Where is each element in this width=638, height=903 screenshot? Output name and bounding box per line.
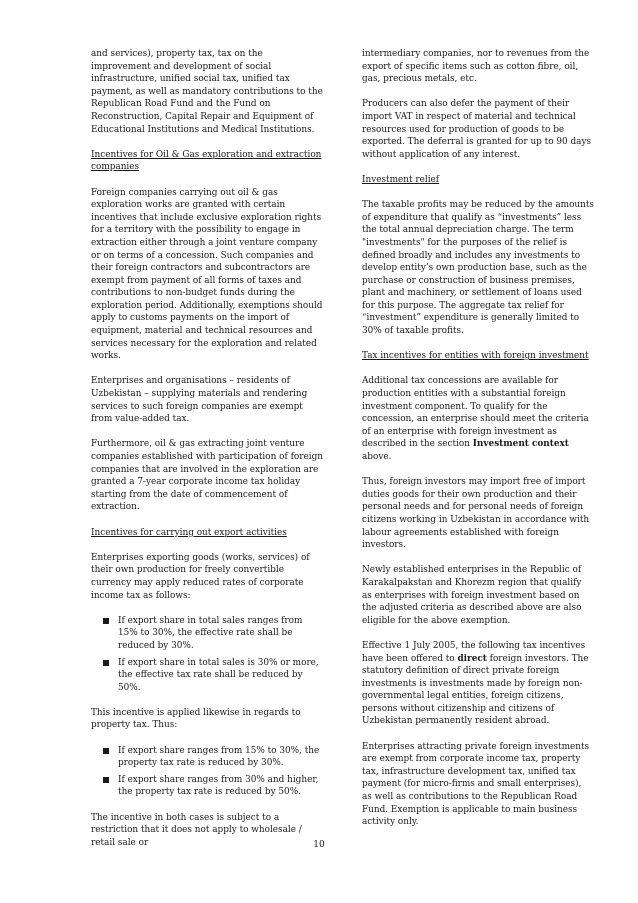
bold-reference: Investment context bbox=[472, 439, 569, 450]
list-item bbox=[103, 657, 323, 695]
text-run: foreign investors. The statutory definition of direct private foreign investments is investments made by foreign non-governmental legal entities, foreign citizens, persons without citizenship and citizens of Uzbekistan permanently resident abroad. bbox=[362, 653, 589, 727]
paragraph: The taxable profits may be reduced by the amounts of expenditure that qualify as “investments” less the total annual depreciation charge. The term "investments" for the purposes of the relief is defined broadly and includes any investments to develop entity’s own production base, such as the purchase or construction of business premises, plant and machinery, or settlement of loans used for this purpose. The aggregate tax relief for “investment” expenditure is generally limited to 30% of taxable profits. bbox=[362, 200, 594, 337]
paragraph bbox=[362, 640, 594, 728]
paragraph: This incentive is applied likewise in regards to property tax. Thus: bbox=[91, 707, 301, 731]
list-item bbox=[103, 615, 323, 653]
paragraph bbox=[362, 375, 594, 463]
section-heading-oil-gas: Incentives for Oil & Gas exploration and extraction companies bbox=[91, 149, 322, 173]
paragraph: Enterprises exporting goods (works, services) of their own production for freely convertible currency may apply reduced rates of corporate income tax as follows: bbox=[91, 552, 310, 601]
square-bullet-icon bbox=[103, 748, 109, 754]
list-item bbox=[103, 745, 323, 770]
paragraph: Enterprises and organisations – residents of Uzbekistan – supplying materials and rendering services to such foreign companies are exempt from value-added tax. bbox=[91, 376, 308, 425]
text-run: above. bbox=[362, 452, 392, 462]
paragraph: Thus, foreign investors may import free of import duties goods for their own production and their personal needs and for personal needs of foreign citizens working in Uzbekistan in accordance with labour agreements established with foreign investors. bbox=[362, 477, 590, 551]
bullet-list-income-tax bbox=[91, 615, 323, 695]
text-run: Additional tax concessions are available for production entities with a substantial foreign investment component. To qualify for the concession, an enterprise should meet the criteria of an enterprise with foreign investment as described in the section bbox=[362, 376, 589, 450]
paragraph: intermediary companies, nor to revenues from the export of specific items such as cotton fibre, oil, gas, precious metals, etc. bbox=[362, 49, 590, 85]
page-number: 10 bbox=[313, 840, 325, 850]
paragraph: Foreign companies carrying out oil & gas exploration works are granted with certain incentives that include exclusive exploration rights for a territory with the possibility to engage in extraction either through a joint venture company or on terms of a concession. Such companies and their foreign contractors and subcontractors are exempt from payment of all forms of taxes and contributions to non-budget funds during the exploration period. Additionally, exemptions should apply to customs payments on the import of equipment, material and technical resources and services necessary for the exploration and related works. bbox=[91, 187, 323, 362]
list-item-text: If export share in total sales ranges from 15% to 30%, the effective rate shall be reduced by 30%. bbox=[118, 615, 303, 651]
list-item-text: If export share in total sales is 30% or more, the effective tax rate shall be reduced by 50%. bbox=[118, 657, 319, 693]
square-bullet-icon bbox=[103, 660, 109, 666]
section-heading-investment-relief: Investment relief bbox=[362, 174, 440, 185]
section-heading-foreign-investment: Tax incentives for entities with foreign investment bbox=[362, 351, 589, 362]
bullet-list-property-tax bbox=[91, 745, 323, 799]
square-bullet-icon bbox=[103, 618, 109, 624]
paragraph: Enterprises attracting private foreign investments are exempt from corporate income tax, property tax, infrastructure development tax, unified tax payment (for micro-firms and small enterprises), as well as contributions to the Republican Road Fund. Exemption is applicable to main business activity only. bbox=[362, 741, 590, 828]
paragraph: Furthermore, oil & gas extracting joint venture companies established with participation of foreign companies that are involved in the exploration are granted a 7-year corporate income tax holiday starting from the date of commencement of extraction. bbox=[91, 439, 323, 513]
text-run: Effective 1 July 2005, the following tax incentives have been offered to bbox=[362, 640, 586, 664]
list-item bbox=[103, 774, 323, 799]
section-heading-export: Incentives for carrying out export activities bbox=[91, 527, 287, 538]
paragraph: Newly established enterprises in the Republic of Karakalpakstan and Khorezm region that qualify as enterprises with foreign investment based on the adjusted criteria as described above are also eligible for the above exemption. bbox=[362, 565, 582, 626]
bold-emphasis: direct bbox=[457, 653, 487, 664]
right-column bbox=[362, 48, 594, 841]
paragraph: The incentive in both cases is subject to a restriction that it does not apply to wholesale / retail sale or bbox=[91, 812, 302, 848]
square-bullet-icon bbox=[103, 777, 109, 783]
list-item-text: If export share ranges from 15% to 30%, the property tax rate is reduced by 30%. bbox=[118, 745, 320, 769]
paragraph: and services), property tax, tax on the improvement and development of social infrastructure, unified social tax, unified tax payment, as well as mandatory contributions to the Republican Road Fund and the Fund on Reconstruction, Capital Repair and Equipment of Educational Institutions and Medical Institutions. bbox=[91, 49, 323, 135]
paragraph: Producers can also defer the payment of their import VAT in respect of material and technical resources used for production of goods to be exported. The deferral is granted for up to 90 days without application of any interest. bbox=[362, 99, 592, 160]
list-item-text: If export share ranges from 30% and higher, the property tax rate is reduced by 50%. bbox=[118, 774, 319, 798]
left-column bbox=[91, 48, 323, 862]
